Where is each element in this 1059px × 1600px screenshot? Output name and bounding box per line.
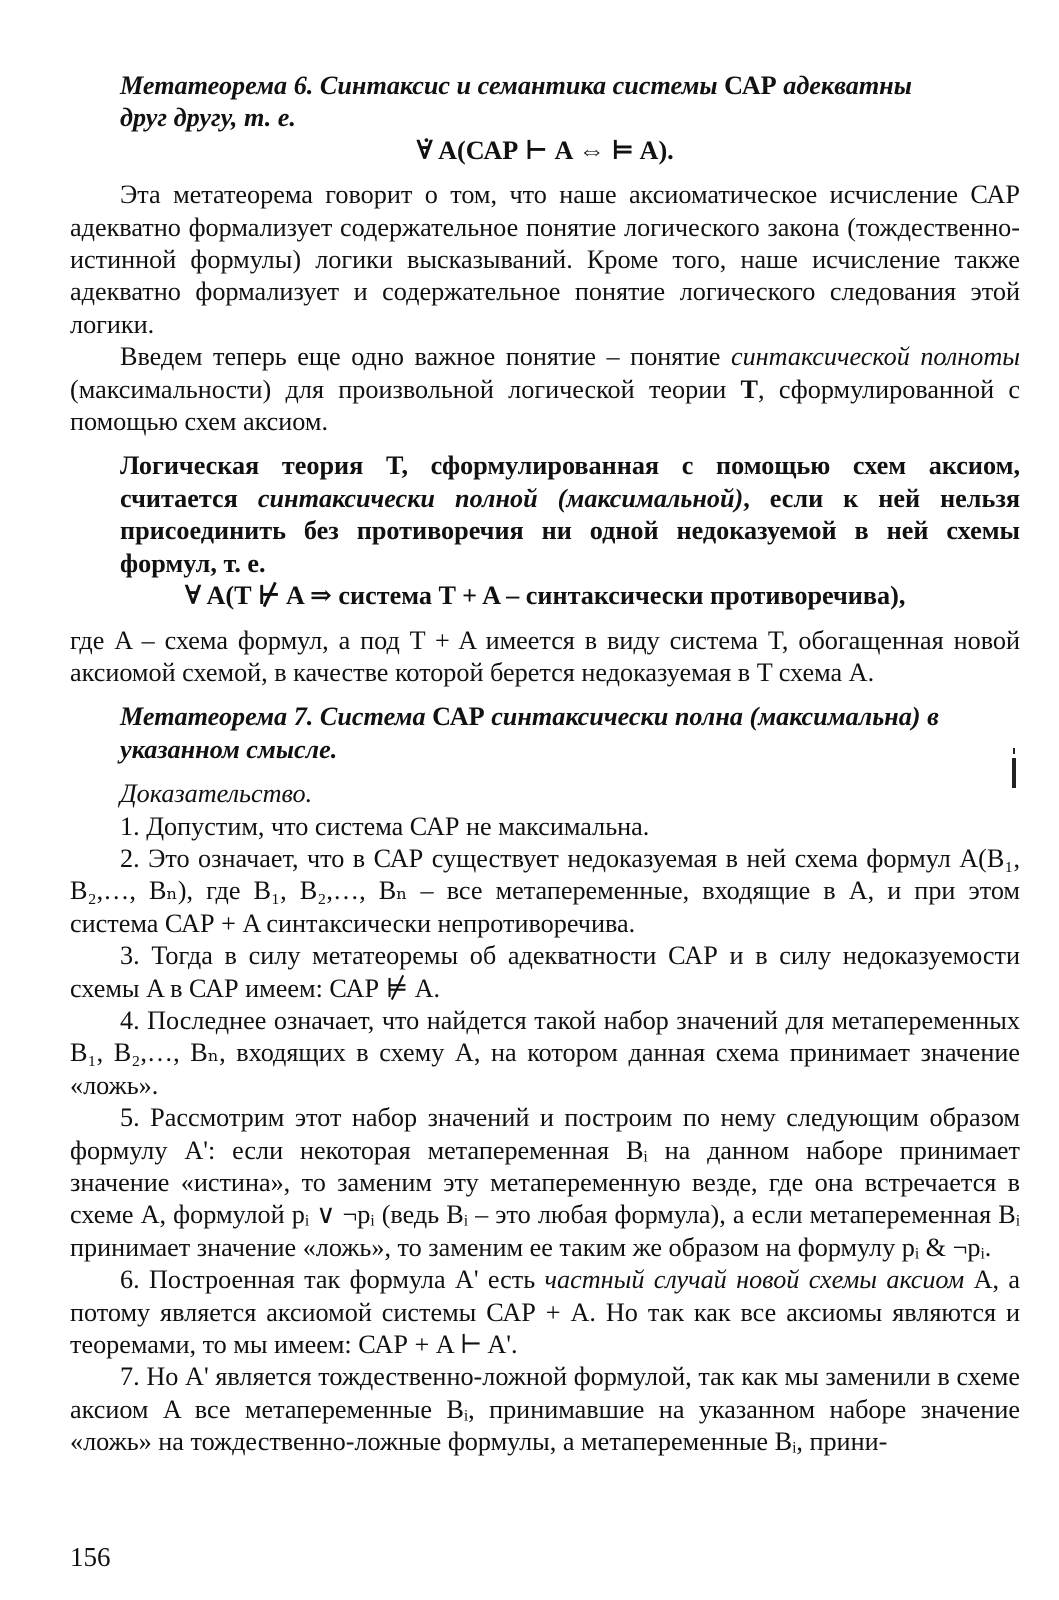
definition-italic-1: синтаксически полной <box>257 483 538 513</box>
metatheorem-7-a: Система <box>319 702 426 732</box>
proof-step-6-a: 6. Построенная так формула A' есть <box>120 1265 536 1295</box>
proof-step-5: 5. Рассмотрим этот набор значений и построим по нему следующим образом формулу A': если некоторая метапеременная Bᵢ на данном наборе принимает значение «истина», то заменим эту метапеременную везде, где она встречается в схеме A, формулой pᵢ ∨ ¬pᵢ (ведь Bᵢ – это любая формула), а если метапеременная Bᵢ принимает значение «ложь», то заменим ее таким же образом на формулу pᵢ & ¬pᵢ. <box>70 1103 1020 1262</box>
formula-adequacy: ∀̇ A(САР ⊢ A ⇔ ⊨ A). <box>416 135 674 165</box>
paragraph-completeness-T: T <box>740 374 759 404</box>
proof-step-6-b: A, а потому является аксиомой системы САР + A. Но так как все аксиомы являются и теоремами, то мы имеем: САР + A ⊢ A'. <box>70 1265 1021 1360</box>
metatheorem-7 <box>120 701 1020 766</box>
definition-italic-2: (максимальной) <box>557 483 744 513</box>
definition-a: Логическая теория T, сформулированная с помощью схем аксиом, считается <box>120 451 1020 513</box>
metatheorem-6-text: Синтаксис и семантика системы <box>319 71 718 100</box>
paragraph-completeness-c: , сформулированной с помощью схем аксиом. <box>70 374 1021 437</box>
definition-b: , если к ней нельзя присоединить без противоречия ни одной недоказуемой в ней схемы формул, т. е. <box>120 483 1021 578</box>
paragraph-completeness-b: (максимальности) для произвольной логической теории <box>70 374 727 404</box>
page-number: 156 <box>70 1542 111 1572</box>
proof-step-3: 3. Тогда в силу метатеоремы об адекватности САР и в силу недоказуемости схемы A в САР имеем: САР ⊭ A. <box>70 941 1020 1003</box>
paragraph-completeness-a: Введем теперь еще одно важное понятие – понятие <box>120 342 721 372</box>
proof-step-1: 1. Допустим, что система САР не максимальна. <box>120 811 650 841</box>
paragraph-completeness-italic: синтаксической полноты <box>730 342 1021 372</box>
metatheorem-6-cap: САР <box>724 71 777 100</box>
metatheorem-7-cap: САР <box>432 702 485 732</box>
proof-step-4: 4. Последнее означает, что найдется такой набор значений для метапеременных B₁, B₂,…, Bₙ, входящих в схему A, на котором данная схема принимает значение «ложь». <box>70 1005 1020 1100</box>
proof-heading: Доказательство. <box>120 779 313 809</box>
metatheorem-7-c: (максимальна) <box>749 702 921 732</box>
definition-completeness <box>120 450 1020 580</box>
paragraph-completeness <box>70 341 1020 438</box>
metatheorem-6-label: Метатеорема 6. <box>120 71 314 100</box>
metatheorem-7-label: Метатеорема 7. <box>120 702 314 732</box>
proof-step-2: 2. Это означает, что в САР существует недоказуемая в ней схема формул A(B₁, B₂,…, Bₙ), где B₁, B₂,…, Bₙ – все метапеременные, входящие в A, и при этом система САР + A синтаксически непротиворечива. <box>70 843 1020 938</box>
proof-step-6 <box>70 1264 1020 1361</box>
proof-step-6-italic: частный случай новой схемы аксиом <box>544 1265 965 1295</box>
metatheorem-7-b: синтаксически полна <box>491 702 743 732</box>
margin-mark-icon <box>1012 748 1017 790</box>
metatheorem-6-line2: друг другу, т. е. <box>120 103 296 133</box>
metatheorem-7-d: в указанном смысле. <box>120 702 939 764</box>
metatheorem-6 <box>120 70 1020 135</box>
page-body <box>70 70 1020 1459</box>
metatheorem-6-end: адекватны <box>783 71 912 100</box>
paragraph-adequacy: Эта метатеорема говорит о том, что наше аксиоматическое исчисление САР адекватно формализует содержательное понятие логического закона (тождественно-истинной формулы) логики высказываний. Кроме того, наше исчисление также адекватно формализует и содержательное понятие логического следования этой логики. <box>70 180 1020 339</box>
paragraph-extension: где A – схема формул, а под T + A имеется в виду система T, обогащенная новой аксиомой схемой, в качестве которой берется недоказуемая в T схема A. <box>70 625 1020 687</box>
formula-completeness: ∀ A(T ⊬ A ⇒ система T + A – синтаксически противоречива), <box>184 581 906 611</box>
proof-step-7: 7. Но A' является тождественно-ложной формулой, так как мы заменили в схеме аксиом A все метапеременные Bᵢ, принимавшие на указанном наборе значение «ложь» на тождественно-ложные формулы, а метапеременные Bᵢ, прини- <box>70 1362 1020 1457</box>
